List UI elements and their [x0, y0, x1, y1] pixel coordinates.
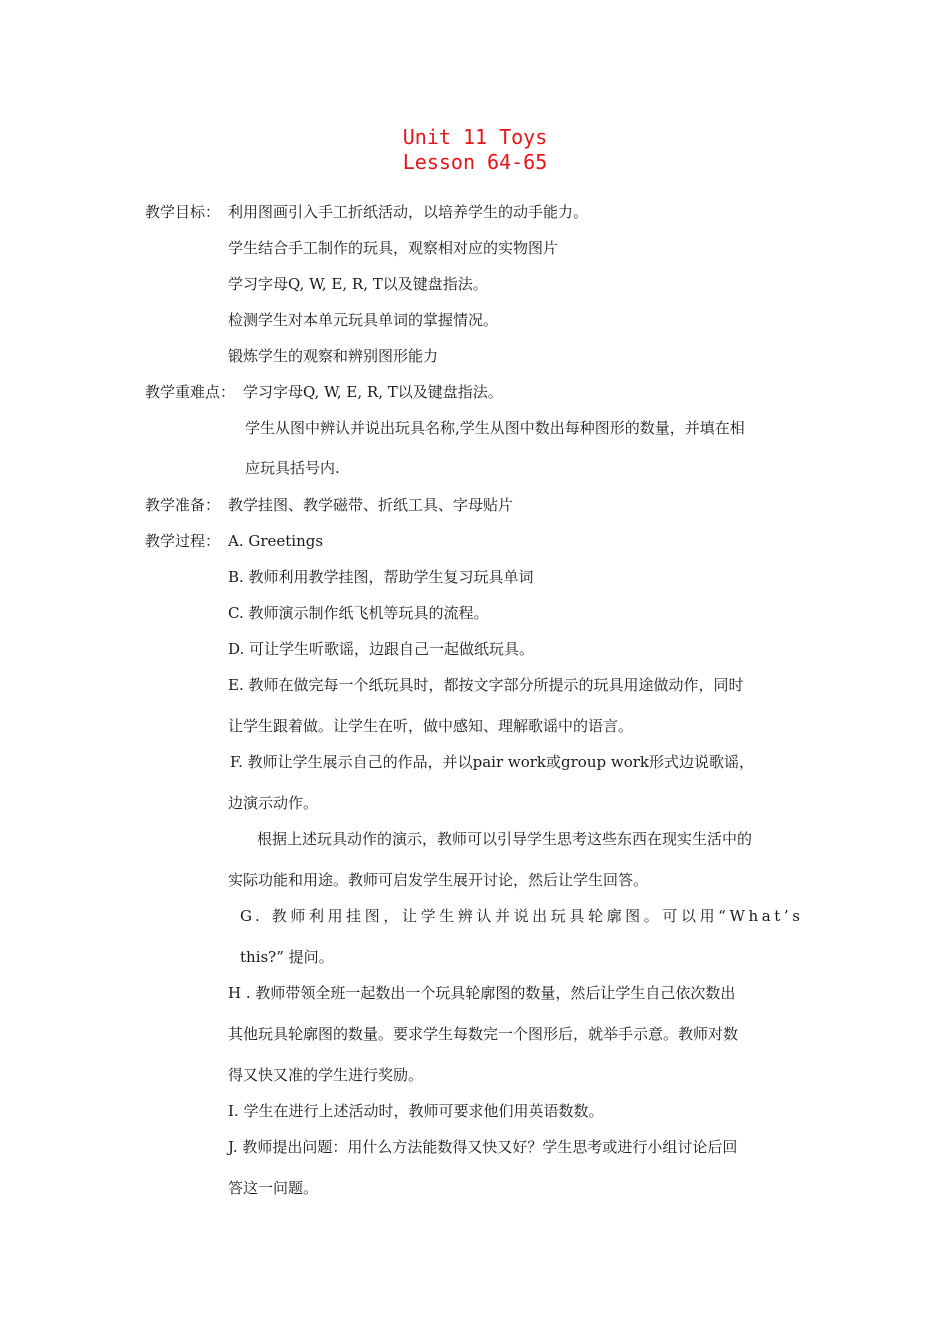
- process-step: G. 教师利用挂图，让学生辨认并说出玩具轮廓图。可以用“What’s: [240, 907, 804, 925]
- key-points-label: 教学重难点：: [145, 383, 236, 401]
- preparation-label: 教学准备：: [145, 496, 221, 514]
- process-step: 根据上述玩具动作的演示，教师可以引导学生思考这些东西在现实生活中的: [257, 830, 753, 848]
- process-step: H . 教师带领全班一起数出一个玩具轮廓图的数量，然后让学生自己依次数出: [228, 984, 736, 1002]
- document-title: Unit 11 Toys: [402, 125, 548, 149]
- process-step: F. 教师让学生展示自己的作品，并以pair work或group work形式边说歌谣，: [230, 753, 754, 771]
- process-label: 教学过程：: [145, 532, 221, 550]
- process-step: 让学生跟着做。让学生在听，做中感知、理解歌谣中的语言。: [228, 717, 634, 735]
- process-step: D. 可让学生听歌谣，边跟自己一起做纸玩具。: [228, 640, 535, 658]
- key-points-text: 学生从图中辨认并说出玩具名称,学生从图中数出每种图形的数量，并填在相: [245, 419, 745, 437]
- process-step: 得又快又准的学生进行奖励。: [228, 1066, 424, 1084]
- objectives-label: 教学目标：: [145, 203, 221, 221]
- process-step: 答这一问题。: [228, 1179, 319, 1197]
- process-step: this?” 提问。: [240, 948, 334, 966]
- process-step: 边演示动作。: [228, 794, 319, 812]
- key-points-text: 应玩具括号内.: [245, 459, 340, 477]
- objective-item: 检测学生对本单元玩具单词的掌握情况。: [228, 311, 499, 329]
- document-subtitle: Lesson 64-65: [402, 150, 548, 174]
- key-points-text: 学习字母Q, W, E, R, T以及键盘指法。: [243, 383, 503, 401]
- objective-item: 学习字母Q, W, E, R, T以及键盘指法。: [228, 275, 488, 293]
- objective-item: 锻炼学生的观察和辨别图形能力: [228, 347, 439, 365]
- objective-item: 学生结合手工制作的玩具，观察相对应的实物图片: [228, 239, 559, 257]
- objective-item: 利用图画引入手工折纸活动，以培养学生的动手能力。: [228, 203, 589, 221]
- preparation-text: 教学挂图、教学磁带、折纸工具、字母贴片: [228, 496, 514, 514]
- process-step: E. 教师在做完每一个纸玩具时，都按文字部分所提示的玩具用途做动作，同时: [228, 676, 744, 694]
- process-step: B. 教师利用教学挂图，帮助学生复习玩具单词: [228, 568, 534, 586]
- process-step: C. 教师演示制作纸飞机等玩具的流程。: [228, 604, 489, 622]
- process-step: J. 教师提出问题：用什么方法能数得又快又好？学生思考或进行小组讨论后回: [228, 1138, 738, 1156]
- process-step: I. 学生在进行上述活动时，教师可要求他们用英语数数。: [228, 1102, 604, 1120]
- process-step: 其他玩具轮廓图的数量。要求学生每数完一个图形后，就举手示意。教师对数: [228, 1025, 739, 1043]
- process-step: 实际功能和用途。教师可启发学生展开讨论，然后让学生回答。: [228, 871, 649, 889]
- process-step: A. Greetings: [228, 532, 324, 550]
